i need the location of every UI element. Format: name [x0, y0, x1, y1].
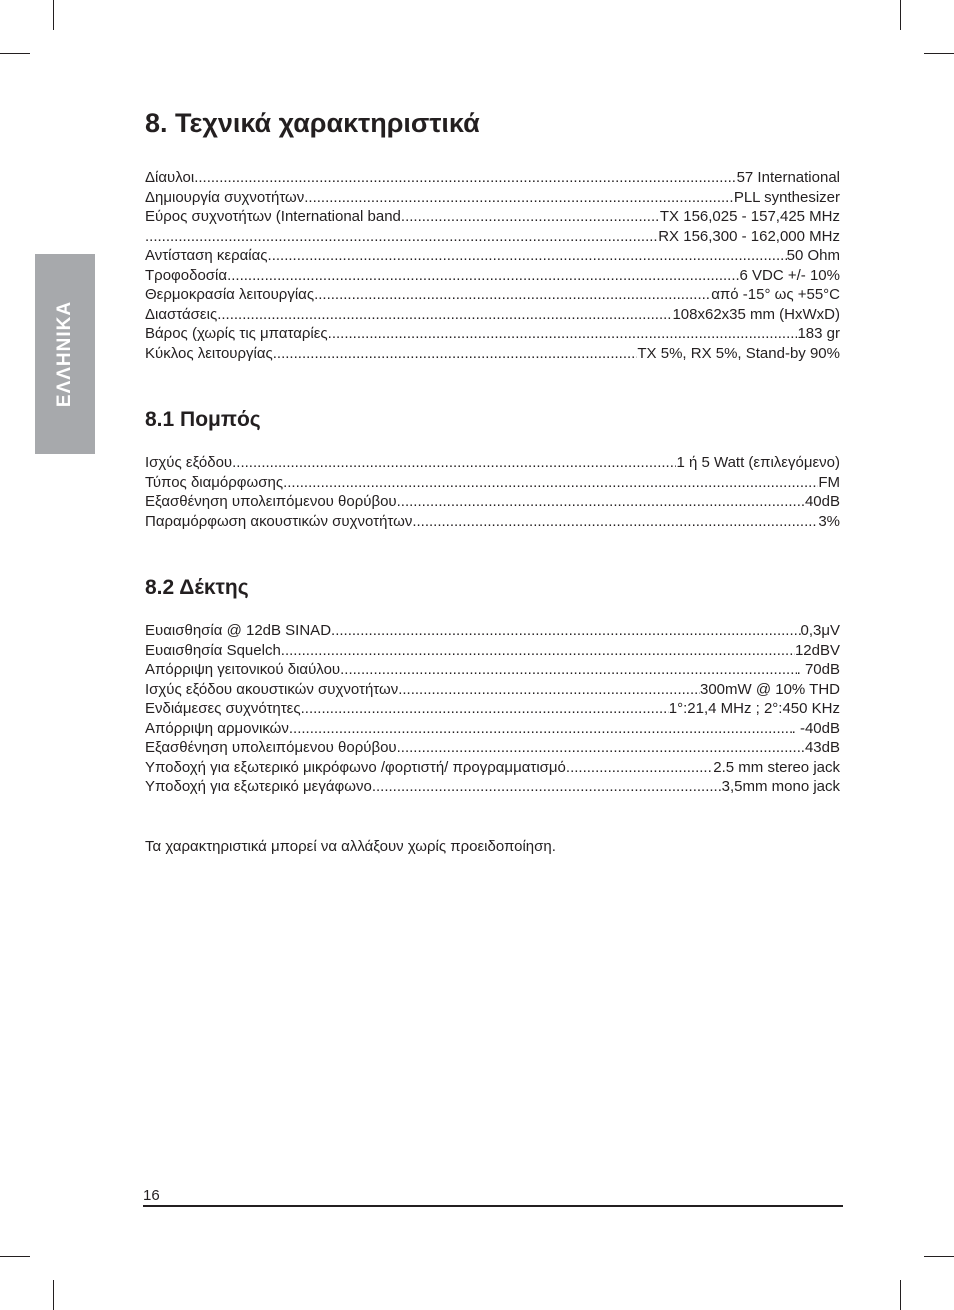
dot-leader — [397, 492, 805, 512]
spec-row — [145, 344, 840, 364]
spec-value: 3,5mm mono jack — [721, 778, 840, 795]
spec-row — [145, 285, 840, 305]
spec-row — [145, 305, 840, 325]
spec-row — [145, 719, 840, 739]
dot-leader — [331, 621, 800, 641]
language-tab-label: ΕΛΛΗΝΙΚΑ — [54, 300, 75, 408]
spec-value: 1°:21,4 MHz ; 2°:450 KHz — [668, 700, 840, 717]
crop-mark — [53, 1280, 54, 1310]
dot-leader — [227, 266, 739, 286]
spec-label: Θερμοκρασία λειτουργίας — [145, 286, 315, 303]
spec-row — [145, 188, 840, 208]
dot-leader — [301, 699, 669, 719]
dot-leader — [232, 453, 676, 473]
spec-value: 108x62x35 mm (HxWxD) — [672, 305, 840, 323]
page-title: 8. Τεχνικά χαρακτηριστικά — [145, 108, 480, 138]
crop-mark — [924, 53, 954, 54]
spec-label: Ευαισθησία @ 12dB SINAD — [145, 622, 332, 639]
spec-row — [145, 738, 840, 758]
spec-value: 183 gr — [797, 325, 840, 342]
spec-value: TX 156,025 - 157,425 MHz — [659, 208, 840, 225]
spec-row — [145, 266, 840, 286]
dot-leader — [268, 246, 787, 266]
spec-row — [145, 227, 840, 247]
spec-row — [145, 207, 840, 227]
spec-label: Απόρριψη αρμονικών — [145, 719, 289, 737]
spec-label: Υποδοχή για εξωτερικό μικρόφωνο /φορτιστή/ προγραμματισμό — [145, 758, 566, 776]
dot-leader — [314, 285, 711, 305]
spec-value: 50 Ohm — [786, 247, 840, 264]
spec-row — [145, 660, 840, 680]
spec-value: 40dB — [804, 493, 840, 510]
spec-value: 57 International — [736, 169, 840, 186]
spec-label: Διαστάσεις — [145, 305, 218, 323]
language-tab — [35, 254, 95, 454]
spec-row — [145, 777, 840, 797]
transmitter-spec-list — [145, 453, 840, 531]
spec-row — [145, 680, 840, 700]
spec-row — [145, 168, 840, 188]
spec-value: 0,3μV — [800, 622, 840, 639]
specs-change-note: Τα χαρακτηριστικά μπορεί να αλλάξουν χωρίς προειδοποίηση. — [145, 837, 556, 855]
spec-label: Τροφοδοσία — [145, 266, 228, 284]
spec-label: Αντίσταση κεραίας — [145, 247, 268, 264]
spec-row — [145, 492, 840, 512]
spec-label: Δίαυλοι — [145, 169, 195, 186]
spec-value: TX 5%, RX 5%, Stand-by 90% — [637, 344, 840, 362]
dot-leader — [217, 305, 672, 325]
spec-value: FM — [818, 473, 840, 491]
receiver-spec-list — [145, 621, 840, 797]
spec-value: . -40dB — [791, 719, 840, 737]
dot-leader — [281, 641, 795, 661]
spec-row — [145, 758, 840, 778]
spec-value: 1 ή 5 Watt (επιλεγόμενο) — [676, 454, 840, 471]
spec-label: Εύρος συχνοτήτων (International band — [145, 208, 401, 225]
page-content — [145, 106, 840, 856]
spec-row — [145, 473, 840, 493]
crop-mark — [924, 1256, 954, 1257]
spec-label: Ισχύς εξόδου — [145, 454, 233, 471]
spec-value: 2.5 mm stereo jack — [713, 758, 840, 776]
spec-label: Ισχύς εξόδου ακουστικών συχνοτήτων — [145, 680, 399, 698]
dot-leader — [401, 207, 660, 227]
spec-label: Ευαισθησία Squelch — [145, 641, 281, 659]
footer-rule — [143, 1205, 843, 1207]
spec-row — [145, 453, 840, 473]
transmitter-heading: 8.1 Πομπός — [145, 408, 261, 431]
dot-leader — [304, 188, 734, 208]
spec-row — [145, 324, 840, 344]
spec-label: Παραμόρφωση ακουστικών συχνοτήτων — [145, 512, 413, 530]
dot-leader — [145, 227, 658, 247]
crop-mark — [900, 1280, 901, 1310]
spec-label: Εξασθένηση υπολειπόμενου θορύβου — [145, 493, 397, 510]
crop-mark — [0, 53, 30, 54]
dot-leader — [340, 660, 797, 680]
crop-mark — [53, 0, 54, 30]
spec-label: Βάρος (χωρίς τις μπαταρίες — [145, 325, 328, 342]
dot-leader — [566, 758, 713, 778]
spec-label: Ενδιάμεσες συχνότητες — [145, 700, 301, 717]
spec-value: .43dB — [800, 739, 840, 756]
receiver-heading: 8.2 Δέκτης — [145, 576, 249, 599]
spec-value: PLL synthesizer — [733, 188, 840, 206]
spec-label: Δημιουργία συχνοτήτων — [145, 188, 305, 206]
dot-leader — [328, 324, 798, 344]
crop-mark — [0, 1256, 30, 1257]
spec-row — [145, 621, 840, 641]
dot-leader — [289, 719, 792, 739]
dot-leader — [283, 473, 818, 493]
page-number: 16 — [143, 1187, 160, 1204]
crop-mark — [900, 0, 901, 30]
spec-label: Τύπος διαμόρφωσης — [145, 473, 284, 491]
dot-leader — [398, 680, 700, 700]
dot-leader — [372, 777, 722, 797]
spec-row — [145, 641, 840, 661]
spec-row — [145, 512, 840, 532]
spec-value: 6 VDC +/- 10% — [739, 266, 840, 284]
dot-leader — [194, 168, 736, 188]
dot-leader — [412, 512, 818, 532]
spec-row — [145, 699, 840, 719]
spec-value: 3% — [818, 512, 840, 530]
general-spec-list — [145, 168, 840, 363]
spec-label: Κύκλος λειτουργίας — [145, 344, 273, 362]
spec-value: RX 156,300 - 162,000 MHz — [658, 227, 840, 245]
spec-value: . 70dB — [796, 661, 840, 678]
spec-value: 300mW @ 10% THD — [700, 680, 840, 698]
spec-label: Εξασθένηση υπολειπόμενου θορύβου — [145, 739, 397, 756]
spec-row — [145, 246, 840, 266]
spec-label: Απόρριψη γειτονικού διαύλου — [145, 661, 341, 678]
spec-value: 12dBV — [794, 641, 840, 659]
spec-value: από -15° ως +55°C — [711, 286, 840, 303]
dot-leader — [273, 344, 638, 364]
spec-label: Υποδοχή για εξωτερικό μεγάφωνο — [145, 778, 372, 795]
dot-leader — [397, 738, 801, 758]
